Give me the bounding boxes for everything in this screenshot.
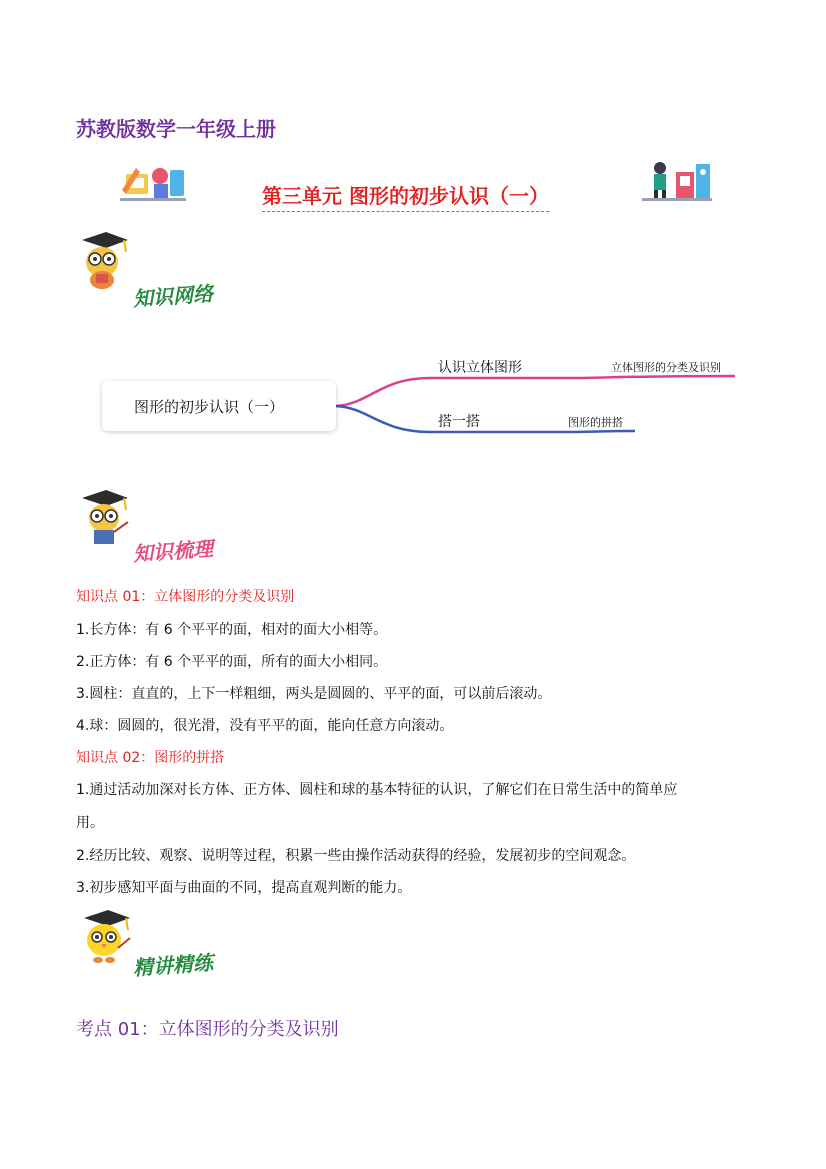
mindmap-leaf-classification: 立体图形的分类及识别 [611, 361, 721, 374]
knowledge-point-2-line: 2.经历比较、观察、说明等过程，积累一些由操作活动获得的经验，发展初步的空间观念。 [76, 848, 636, 864]
study-illustration-left-icon [116, 160, 190, 206]
owl-teacher-mascot-icon [78, 488, 132, 550]
mindmap-branch-build: 搭一搭 [438, 414, 480, 430]
knowledge-point-1-line: 3.圆柱：直直的，上下一样粗细，两头是圆圆的、平平的面，可以前后滚动。 [76, 686, 552, 702]
knowledge-point-2-heading: 知识点 02：图形的拼搭 [76, 750, 225, 766]
mindmap-root [102, 381, 336, 431]
book-title: 苏教版数学一年级上册 [76, 117, 276, 141]
exam-point-heading: 考点 01：立体图形的分类及识别 [76, 1019, 339, 1040]
mindmap-root-label: 图形的初步认识（一） [134, 397, 285, 416]
knowledge-point-2-line: 1.通过活动加深对长方体、正方体、圆柱和球的基本特征的认识，了解它们在日常生活中的简单应 [76, 782, 678, 798]
unit-title: 第三单元 图形的初步认识（一） [262, 180, 549, 212]
section-heading-summary: 知识梳理 [132, 536, 214, 566]
knowledge-point-1-line: 1.长方体：有 6 个平平的面，相对的面大小相等。 [76, 622, 388, 638]
owl-mascot-icon [76, 230, 130, 292]
section-heading-network: 知识网络 [132, 281, 214, 311]
knowledge-point-1-heading: 知识点 01：立体图形的分类及识别 [76, 589, 295, 605]
knowledge-point-1-line: 4.球：圆圆的，很光滑，没有平平的面，能向任意方向滚动。 [76, 718, 454, 734]
study-illustration-right-icon [640, 158, 714, 204]
knowledge-point-2-line: 用。 [76, 815, 104, 831]
knowledge-point-2-line: 3.初步感知平面与曲面的不同，提高直观判断的能力。 [76, 880, 412, 896]
knowledge-point-1-line: 2.正方体：有 6 个平平的面，所有的面大小相同。 [76, 654, 388, 670]
mindmap-branch-3d-shapes: 认识立体图形 [438, 360, 522, 376]
section-heading-practice: 精讲精练 [132, 950, 214, 980]
mindmap-leaf-assembly: 图形的拼搭 [568, 416, 623, 429]
chick-mascot-icon [78, 908, 132, 970]
